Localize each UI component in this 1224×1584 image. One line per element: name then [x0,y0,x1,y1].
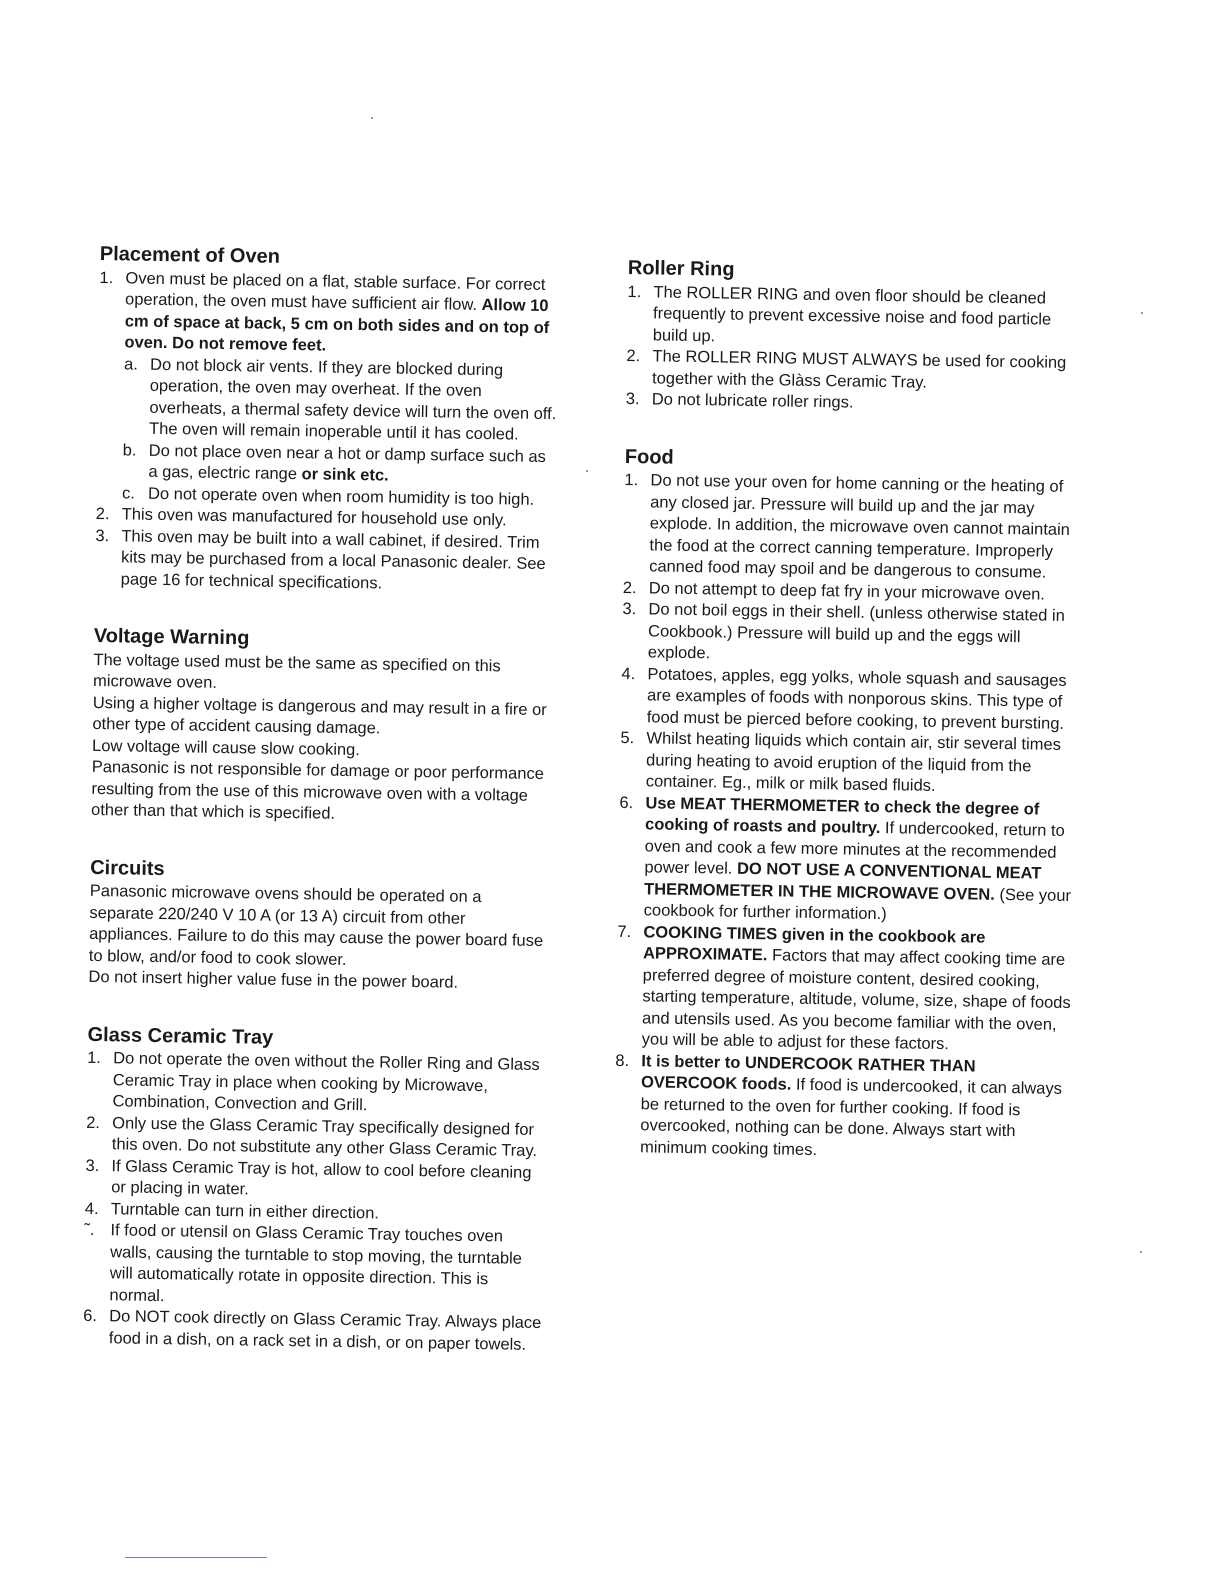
item-number: 1. [99,268,114,287]
voltage-section [91,626,554,829]
item-text: (See your cookbook for further information.) [643,885,1072,924]
list-item [95,525,556,597]
item-number: 2. [626,346,641,366]
item-text: Do not lubricate roller rings. [651,390,854,412]
voltage-paragraph: Panasonic is not responsible for damage or poor performance resulting from the use of this microwave oven with a voltage other than that which is specified. [90,757,545,823]
item-number: 4. [84,1199,99,1218]
item-number: 7. [617,922,632,941]
sub-list [122,354,558,511]
list-item [96,267,560,511]
item-text: This oven may be built into a wall cabinet, if desired. Trim kits may be purchased from a local Panasonic dealer. See page 16 for technical specifications. [120,526,546,592]
circuits-paragraph: Do not insert higher value fuse in the power board. [88,967,459,992]
sub-item-letter: b. [122,440,137,460]
item-text: Turntable can turn in either direction. [110,1199,380,1222]
item-bold-text: Use MEAT THERMOMETER to check the degree of cooking of roasts and poultry. [644,793,1040,838]
item-number: 4. [621,664,636,683]
item-number: 2. [95,504,110,524]
voltage-paragraph: The voltage used must be the same as specified on this microwave oven. [92,650,501,692]
food-heading: Food [624,445,674,469]
item-text: Do not attempt to deep fat fry in your microwave oven. [648,578,1046,604]
circuits-section [88,857,550,995]
item-text: Do not boil eggs in their shell. (unless otherwise stated in Cookbook.) Pressure will build up and the eggs will explode. [647,600,1065,663]
left-column [82,244,560,1392]
item-text: The ROLLER RING and oven floor should be cleaned frequently to prevent excessive noise and food particle build up. [652,282,1052,345]
glass-tray-list [83,1048,548,1356]
list-item [86,1112,547,1162]
item-number: 6. [83,1306,98,1326]
item-number: 3. [625,389,640,409]
roller-ring-section [626,258,1088,418]
list-item [616,921,1078,1057]
item-number: 2. [622,578,637,597]
item-text: Oven must be placed on a flat, stable surface. For correct operation, the oven must have sufficient air flow. [124,268,546,314]
sub-item-letter: c. [121,483,136,503]
item-text: If food or utensil on Glass Ceramic Tray touches oven walls, causing the turntable to stop moving, the turntable will automatically rotate in opposite direction. This is normal. [109,1221,523,1305]
voltage-paragraph: Low voltage will cause slow cooking. [91,736,361,759]
list-item [86,1048,547,1120]
list-item [83,1220,544,1313]
sub-item [122,440,557,490]
sub-item-bold-text: or sink etc. [301,465,389,485]
circuits-heading: Circuits [90,856,165,880]
voltage-paragraph: Using a higher voltage is dangerous and may result in a fire or other type of accident causing damage. [92,693,547,738]
item-bold-text: It is better to UNDERCOOK RATHER THAN OVERCOOK foods. [640,1051,976,1094]
scan-speck [1141,312,1143,314]
list-item [621,663,1082,735]
placement-section [95,244,560,597]
item-bold-text: DO NOT USE A CONVENTIONAL MEAT THERMOMETER IN THE MICROWAVE OVEN. [643,859,1042,904]
roller-ring-list [626,281,1088,417]
sub-item-text: Do not block air vents. If they are blocked during operation, the oven may overheat. If the oven overheats, a thermal safety device will turn the oven off. The oven will remain inoperable until it has cooled. [148,355,557,444]
sub-item-text: Do not operate oven when room humidity is too high. [147,484,535,509]
food-section [614,446,1085,1165]
scan-speck [1140,1251,1142,1253]
item-text: Only use the Glass Ceramic Tray specifically designed for this oven. Do not substitute any other Glass Ceramic Tray. [111,1113,538,1160]
item-text: If food is undercooked, it can always be returned to the oven for further cooking. If food is overcooked, nothing can be done. Always start with minimum cooking times. [639,1075,1063,1159]
placement-heading: Placement of Oven [99,243,281,268]
sub-item-letter: a. [123,354,139,374]
roller-ring-heading: Roller Ring [627,257,735,281]
footer-rule [125,1557,267,1558]
item-number: 1. [87,1048,102,1068]
item-bold-text: Allow 10 cm of space at back, 5 cm on both sides and on top of oven. Do not remove feet. [124,296,550,355]
list-item [85,1155,546,1205]
scan-speck [586,470,588,472]
food-list [614,470,1085,1165]
voltage-heading: Voltage Warning [93,624,250,650]
item-text: If undercooked, return to oven and cook a few more minutes at the recommended power level. [644,819,1065,878]
list-item [83,1306,544,1356]
item-number: 3. [95,526,110,545]
item-text: The ROLLER RING MUST ALWAYS be used for cooking together with the Glàss Ceramic Tray. [651,347,1067,392]
item-text: Potatoes, apples, egg yolks, whole squash and sausages are examples of foods with nonporous skins. This type of food must be pierced before cooking, to prevent bursting. [646,664,1067,733]
item-number: 1. [627,282,642,301]
sub-item [123,354,558,447]
list-item [626,346,1087,396]
item-number: ˜. [84,1220,95,1240]
right-column [613,258,1088,1201]
list-item [623,470,1085,585]
item-number: 3. [85,1156,100,1175]
scan-speck [371,117,373,119]
placement-list [95,267,560,597]
glass-tray-heading: Glass Ceramic Tray [87,1023,274,1049]
circuits-paragraph: Panasonic microwave ovens should be operated on a separate 220/240 V 10 A (or 13 A) circuit from other appliances. Failure to do this may cause the power board fuse to blow, and/or food to cook slower. [88,881,544,969]
item-number: 2. [86,1113,101,1132]
item-number: 1. [624,470,639,490]
item-number: 6. [619,793,634,812]
item-text: This oven was manufactured for household use only. [121,505,507,530]
list-item [622,599,1083,671]
list-item [620,728,1081,800]
item-text: Do NOT cook directly on Glass Ceramic Tray. Always place food in a dish, on a rack set in a dish, or on paper towels. [108,1307,542,1354]
list-item [627,281,1088,353]
item-text: Do not use your oven for home canning or the heating of any closed jar. Pressure will build up and the jar may explode. In addition, the microwave oven cannot maintain the food at the correct canning temperature. Improperly canned food may spoil and be dangerous to consume. [649,471,1071,582]
item-number: 8. [615,1051,630,1070]
item-bold-text: COOKING TIMES given in the cookbook are APPROXIMATE. [642,922,986,965]
item-text: Do not operate the oven without the Roller Ring and Glass Ceramic Tray in place when cooking by Microwave, Combination, Convection and Grill. [112,1049,540,1115]
item-number: 3. [622,599,637,619]
sub-item-text: Do not place oven near a hot or damp surface such as a gas, electric range [148,441,547,484]
list-item [618,792,1080,928]
item-text: Factors that may affect cooking time are preferred degree of moisture content, desired cooking, starting temperature, altitude, volume, size, shape of foods and utensils used. As you become familiar with the oven, you will be able to adjust for these factors. [641,946,1071,1054]
item-text: Whilst heating liquids which contain air, stir several times during heating to avoid eruption of the liquid from the container. Eg., milk or milk based fluids. [645,729,1062,795]
item-number: 5. [620,728,635,748]
list-item [614,1050,1076,1165]
item-text: If Glass Ceramic Tray is hot, allow to cool before cleaning or placing in water. [111,1156,532,1199]
glass-tray-section [83,1024,548,1356]
